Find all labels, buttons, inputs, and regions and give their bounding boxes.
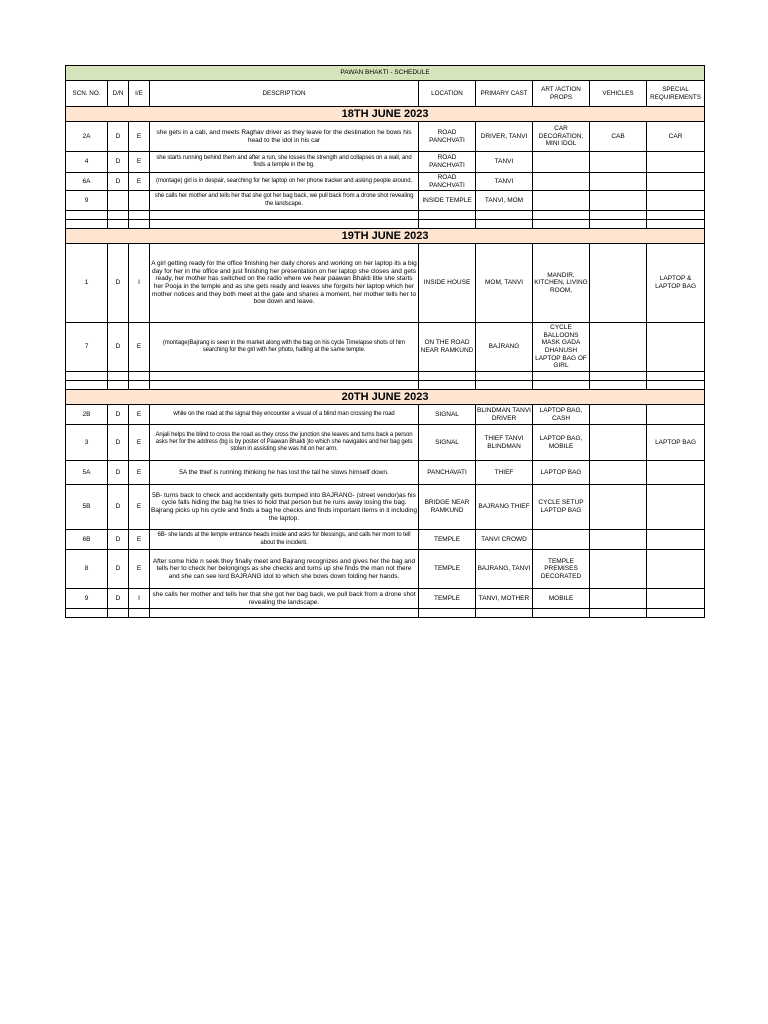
cell-scene-number: 9	[66, 589, 108, 609]
cell-special-requirements	[647, 461, 705, 485]
empty-cell	[476, 372, 533, 381]
empty-cell	[108, 211, 129, 220]
cell-props	[533, 191, 590, 211]
cell-special-requirements	[647, 173, 705, 191]
cell-primary-cast: MOM, TANVI	[476, 244, 533, 323]
cell-primary-cast: BAJRANG	[476, 323, 533, 372]
cell-location: TEMPLE	[419, 589, 476, 609]
cell-vehicles	[590, 405, 647, 425]
cell-int-ext: I	[129, 244, 150, 323]
cell-props: MOBILE	[533, 589, 590, 609]
cell-location: INSIDE TEMPLE	[419, 191, 476, 211]
empty-cell	[533, 609, 590, 618]
cell-scene-number: 7	[66, 323, 108, 372]
cell-location: INSIDE HOUSE	[419, 244, 476, 323]
cell-primary-cast: BLINDMAN TANVI DRIVER	[476, 405, 533, 425]
empty-cell	[108, 381, 129, 390]
col-header-props: ART /ACTION PROPS	[533, 81, 590, 107]
cell-int-ext: E	[129, 122, 150, 152]
cell-special-requirements	[647, 405, 705, 425]
cell-int-ext: E	[129, 405, 150, 425]
empty-cell	[66, 381, 108, 390]
date-heading: 19TH JUNE 2023	[66, 229, 705, 244]
cell-vehicles	[590, 173, 647, 191]
scene-row	[66, 425, 705, 461]
col-header-scn: SCN. NO.	[66, 81, 108, 107]
empty-cell	[647, 609, 705, 618]
empty-cell	[150, 381, 419, 390]
cell-scene-number: 5B	[66, 485, 108, 530]
date-row	[66, 107, 705, 122]
cell-special-requirements	[647, 323, 705, 372]
cell-day-night: D	[108, 425, 129, 461]
cell-day-night: D	[108, 244, 129, 323]
empty-cell	[590, 381, 647, 390]
date-row	[66, 229, 705, 244]
col-header-vehicles: VEHICLES	[590, 81, 647, 107]
cell-special-requirements: LAPTOP & LAPTOP BAG	[647, 244, 705, 323]
cell-scene-number: 6A	[66, 173, 108, 191]
cell-scene-number: 1	[66, 244, 108, 323]
cell-int-ext: E	[129, 173, 150, 191]
cell-int-ext: E	[129, 323, 150, 372]
cell-scene-number: 8	[66, 550, 108, 589]
empty-cell	[476, 211, 533, 220]
cell-special-requirements	[647, 589, 705, 609]
col-header-location: LOCATION	[419, 81, 476, 107]
empty-row	[66, 220, 705, 229]
cell-int-ext: E	[129, 425, 150, 461]
cell-description: 5A the thief is running thinking he has lost the tail he slows himself down.	[150, 461, 419, 485]
cell-primary-cast: TANVI CROWD	[476, 530, 533, 550]
empty-cell	[129, 220, 150, 229]
empty-cell	[419, 220, 476, 229]
empty-cell	[590, 372, 647, 381]
cell-day-night: D	[108, 405, 129, 425]
cell-vehicles	[590, 425, 647, 461]
empty-row	[66, 372, 705, 381]
cell-primary-cast: TANVI	[476, 173, 533, 191]
cell-description: A girl getting ready for the office finishing her daily chores and working on her laptop its a big day for her in the office and just finishing her presentation on her laptop she closes and gets ready, her mother has switched on the radio where we hear paawan Bhakti title she starts her Pooja in the temple and as she gets ready and leaves she forgets her laptop which her mother notices and they both meet at the gate and shares a moment, her mother tells her to bow down and leave.	[150, 244, 419, 323]
cell-props: MANDIR, KITCHEN, LIVING ROOM,	[533, 244, 590, 323]
cell-location: SIGNAL	[419, 425, 476, 461]
cell-scene-number: 9	[66, 191, 108, 211]
empty-cell	[108, 372, 129, 381]
cell-special-requirements: LAPTOP BAG	[647, 425, 705, 461]
empty-cell	[476, 381, 533, 390]
empty-cell	[66, 211, 108, 220]
cell-day-night: D	[108, 530, 129, 550]
cell-location: ROAD PANCHVATI	[419, 173, 476, 191]
empty-cell	[476, 220, 533, 229]
empty-cell	[419, 609, 476, 618]
cell-location: TEMPLE	[419, 530, 476, 550]
scene-row	[66, 589, 705, 609]
cell-location: TEMPLE	[419, 550, 476, 589]
cell-day-night: D	[108, 323, 129, 372]
col-header-dn: D/N	[108, 81, 129, 107]
cell-special-requirements	[647, 152, 705, 173]
cell-day-night: D	[108, 485, 129, 530]
scene-row	[66, 485, 705, 530]
cell-scene-number: 3	[66, 425, 108, 461]
cell-vehicles: CAB	[590, 122, 647, 152]
col-header-cast: PRIMARY CAST	[476, 81, 533, 107]
cell-day-night: D	[108, 589, 129, 609]
scene-row	[66, 152, 705, 173]
cell-primary-cast: TANVI, MOM	[476, 191, 533, 211]
empty-cell	[150, 609, 419, 618]
cell-scene-number: 2B	[66, 405, 108, 425]
empty-cell	[647, 211, 705, 220]
cell-int-ext: E	[129, 530, 150, 550]
cell-location: ON THE ROAD NEAR RAMKUND	[419, 323, 476, 372]
empty-row	[66, 381, 705, 390]
cell-description: 6B- she lands at the temple entrance heads inside and asks for blessings, and calls her mom to tell about the incident.	[150, 530, 419, 550]
empty-cell	[150, 211, 419, 220]
scene-row	[66, 244, 705, 323]
cell-vehicles	[590, 244, 647, 323]
scene-row	[66, 405, 705, 425]
cell-day-night: D	[108, 461, 129, 485]
date-heading: 18TH JUNE 2023	[66, 107, 705, 122]
empty-cell	[419, 372, 476, 381]
empty-cell	[647, 220, 705, 229]
empty-cell	[108, 609, 129, 618]
cell-scene-number: 4	[66, 152, 108, 173]
cell-day-night: D	[108, 173, 129, 191]
cell-location: ROAD PANCHVATI	[419, 122, 476, 152]
scene-row	[66, 191, 705, 211]
cell-primary-cast: DRIVER, TANVI	[476, 122, 533, 152]
scene-row	[66, 530, 705, 550]
cell-props: CAR DECORATION, MINI IDOL	[533, 122, 590, 152]
empty-cell	[590, 220, 647, 229]
empty-cell	[129, 211, 150, 220]
cell-props: LAPTOP BAG, MOBILE	[533, 425, 590, 461]
empty-row	[66, 609, 705, 618]
cell-location: SIGNAL	[419, 405, 476, 425]
cell-props	[533, 530, 590, 550]
cell-description: while on the road at the signal they encounter a visual of a blind man crossing the road	[150, 405, 419, 425]
cell-props: TEMPLE PREMISES DECORATED	[533, 550, 590, 589]
cell-primary-cast: THIEF TANVI BLINDMAN	[476, 425, 533, 461]
empty-cell	[66, 609, 108, 618]
cell-vehicles	[590, 152, 647, 173]
scene-row	[66, 550, 705, 589]
cell-props: CYCLE BALLOONS MASK GADA DHANUSH LAPTOP BAG OF GIRL	[533, 323, 590, 372]
cell-int-ext: E	[129, 550, 150, 589]
date-row	[66, 390, 705, 405]
empty-cell	[647, 381, 705, 390]
empty-cell	[590, 609, 647, 618]
cell-int-ext: E	[129, 485, 150, 530]
cell-special-requirements	[647, 550, 705, 589]
cell-int-ext: E	[129, 152, 150, 173]
empty-cell	[129, 381, 150, 390]
empty-cell	[108, 220, 129, 229]
cell-props	[533, 173, 590, 191]
scene-row	[66, 173, 705, 191]
empty-cell	[150, 220, 419, 229]
empty-cell	[533, 220, 590, 229]
cell-day-night: D	[108, 550, 129, 589]
cell-scene-number: 5A	[66, 461, 108, 485]
cell-special-requirements	[647, 530, 705, 550]
cell-special-requirements: CAR	[647, 122, 705, 152]
cell-vehicles	[590, 530, 647, 550]
schedule-table	[65, 65, 705, 618]
cell-int-ext	[129, 191, 150, 211]
cell-description: (montage)Bajrang is seen in the market along with the bag on his cycle Timelapse shots of him searching for the girl with her photo, halting at the same temple.	[150, 323, 419, 372]
cell-description: she gets in a cab, and meets Raghav driver as they leave for the destination he bows his head to the idol in his car	[150, 122, 419, 152]
empty-cell	[66, 372, 108, 381]
empty-cell	[419, 381, 476, 390]
empty-cell	[419, 211, 476, 220]
empty-cell	[533, 211, 590, 220]
empty-cell	[533, 381, 590, 390]
cell-description: she calls her mother and tells her that she got her bag back, we pull back from a drone shot revealing the landscape.	[150, 589, 419, 609]
cell-primary-cast: TANVI, MOTHER	[476, 589, 533, 609]
cell-day-night: D	[108, 152, 129, 173]
cell-description: Anjali helps the blind to cross the road as they cross the junction she leaves and turns back a person asks her for the address (bg is by poster of Paawan Bhakti )to which she navigates and her bag gets stolen in assisting she was hit on her arm.	[150, 425, 419, 461]
empty-cell	[533, 372, 590, 381]
cell-int-ext: I	[129, 589, 150, 609]
empty-cell	[129, 372, 150, 381]
cell-props	[533, 152, 590, 173]
cell-scene-number: 6B	[66, 530, 108, 550]
empty-cell	[647, 372, 705, 381]
cell-primary-cast: TANVI	[476, 152, 533, 173]
cell-description: (montage) girl is in despair, searching for her laptop on her phone tracker and asking people around.	[150, 173, 419, 191]
cell-vehicles	[590, 323, 647, 372]
cell-location: BRIDGE NEAR RAMKUND	[419, 485, 476, 530]
cell-props: CYCLE SETUP LAPTOP BAG	[533, 485, 590, 530]
cell-scene-number: 2A	[66, 122, 108, 152]
cell-vehicles	[590, 485, 647, 530]
cell-props: LAPTOP BAG	[533, 461, 590, 485]
cell-vehicles	[590, 191, 647, 211]
cell-special-requirements	[647, 485, 705, 530]
cell-props: LAPTOP BAG, CASH	[533, 405, 590, 425]
cell-description: 5B- turns back to check and accidentally gets bumped into BAJRANG- (street vendor)as his cycle falls hiding the bag he tries to hold that person but he runs away losing the bag. Bajrang picks up his cycle and finds a bag he checks and finds important items in it including the laptop.	[150, 485, 419, 530]
empty-row	[66, 211, 705, 220]
cell-day-night	[108, 191, 129, 211]
cell-primary-cast: BAJRANG THIEF	[476, 485, 533, 530]
cell-location: PANCHAVATI	[419, 461, 476, 485]
empty-cell	[476, 609, 533, 618]
cell-vehicles	[590, 461, 647, 485]
cell-vehicles	[590, 589, 647, 609]
scene-row	[66, 122, 705, 152]
cell-description: she calls her mother and tells her that she got her bag back, we pull back from a drone shot revealing the landscape.	[150, 191, 419, 211]
cell-description: After some hide n seek they finally meet and Bajrang recognizes and gives her the bag and tells her to check her belongings as she checks and turns up she finds the man not there and she can see lord BAJRANG idol to which she bows down folding her hands.	[150, 550, 419, 589]
col-header-ie: I/E	[129, 81, 150, 107]
empty-cell	[129, 609, 150, 618]
schedule-title: PAWAN BHAKTI - SCHEDULE	[66, 66, 705, 81]
col-header-special: SPECIAL REQUIREMENTS	[647, 81, 705, 107]
cell-special-requirements	[647, 191, 705, 211]
cell-description: she starts running behind them and after a run, she losses the strength and collapses on a wall, and finds a temple in the bg.	[150, 152, 419, 173]
cell-vehicles	[590, 550, 647, 589]
col-header-description: DESCRIPTION	[150, 81, 419, 107]
empty-cell	[66, 220, 108, 229]
date-heading: 20TH JUNE 2023	[66, 390, 705, 405]
cell-int-ext: E	[129, 461, 150, 485]
cell-primary-cast: BAJRANG, TANVI	[476, 550, 533, 589]
scene-row	[66, 461, 705, 485]
scene-row	[66, 323, 705, 372]
cell-primary-cast: THIEF	[476, 461, 533, 485]
header-row	[66, 81, 705, 107]
empty-cell	[150, 372, 419, 381]
empty-cell	[590, 211, 647, 220]
cell-day-night: D	[108, 122, 129, 152]
cell-location: ROAD PANCHVATI	[419, 152, 476, 173]
